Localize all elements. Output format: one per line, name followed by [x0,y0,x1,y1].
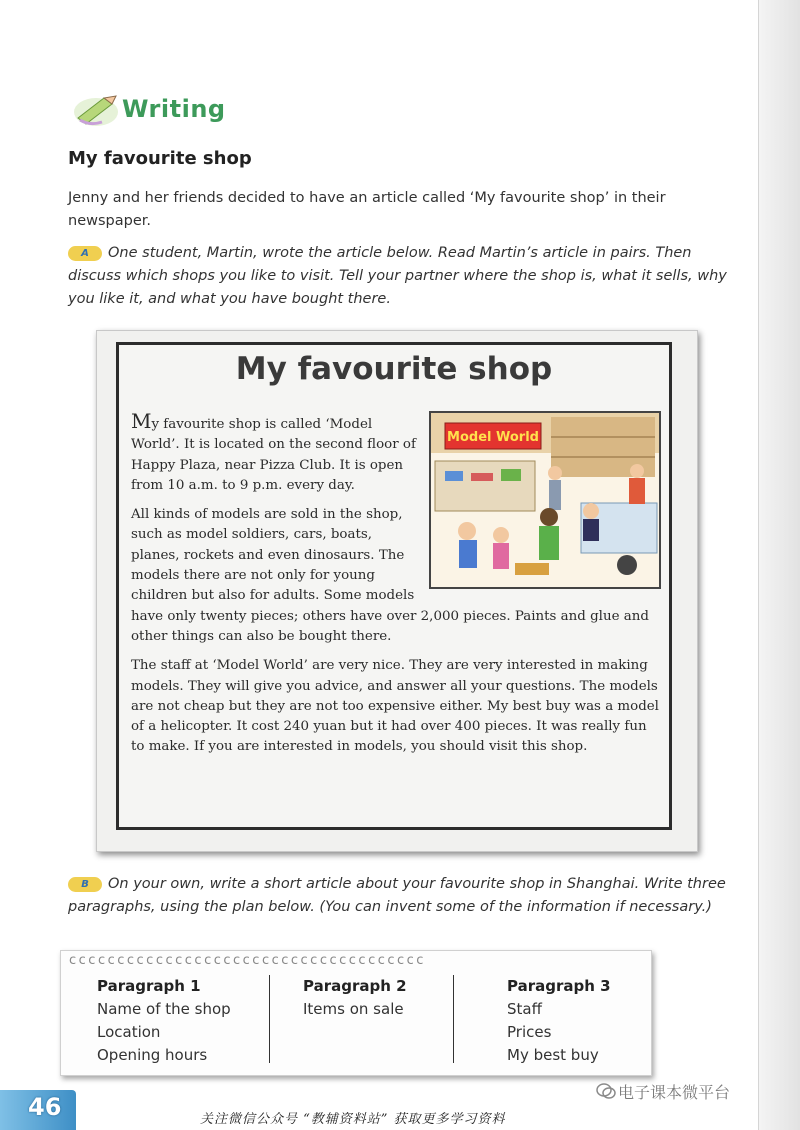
article-paragraph-2: All kinds of models are sold in the shop, such as model soldiers, cars, boats, planes, rockets and even dinosaurs. The models there are not only for young children but also for adults. Some models have only twenty pieces; others have over 2,000 pieces. Paints and glue and other things can also be bought there. [131,507,649,644]
task-a [68,242,728,311]
section-title: Writing [122,95,226,123]
plan-item: Items on sale [303,1000,404,1018]
plan-column-3 [507,975,611,1067]
plan-item: My best buy [507,1046,599,1064]
plan-heading: Paragraph 2 [303,977,407,995]
task-b [68,873,728,919]
plan-item: Prices [507,1023,552,1041]
task-a-text: One student, Martin, wrote the article below. Read Martin’s article in pairs. Then discuss which shops you like to visit. Tell your partner where the shop is, what it sells, why you like it, and what you have bought there. [68,245,727,307]
illustration-sign: Model World [447,430,539,445]
article-paragraph-1-text: y favourite shop is called ‘Model World’. It is located on the second floor of Happy Plaza, near Pizza Club. It is open from 10 a.m. to 9 p.m. every day. [131,417,416,493]
spiral-binding: ᴄᴄᴄᴄᴄᴄᴄᴄᴄᴄᴄᴄᴄᴄᴄᴄᴄᴄᴄᴄᴄᴄᴄᴄᴄᴄᴄᴄᴄᴄᴄᴄᴄᴄᴄᴄᴄ [69,953,426,968]
plan-column-1 [97,975,231,1067]
shop-illustration [429,411,661,589]
section-header [72,84,226,134]
page-number: 46 [28,1093,62,1121]
intro-text: Jenny and her friends decided to have an article called ‘My favourite shop’ in their newspaper. [68,190,666,229]
task-a-badge: A [68,246,102,261]
plan-heading: Paragraph 1 [97,977,201,995]
plan-item: Name of the shop [97,1000,231,1018]
wechat-icon [596,1082,616,1100]
task-b-badge: B [68,877,102,892]
paragraph-plan-notepad [60,950,652,1076]
plan-divider [269,975,270,1063]
article-box [116,342,672,830]
plan-item: Opening hours [97,1046,208,1064]
plan-heading: Paragraph 3 [507,977,611,995]
plan-item: Location [97,1023,161,1041]
page-gutter-shade [758,0,800,1130]
plan-item: Staff [507,1000,542,1018]
pencil-icon [72,88,122,130]
article-paragraph-3: The staff at ‘Model World’ are very nice. They are very interested in making models. They will give you advice, and answer all your questions. The models are not cheap but they are not too expensive either. My best buy was a model of a helicopter. It cost 240 yuan but it had over 400 pieces. It was really fun to make. If you are interested in models, you should visit this shop. [131,658,659,755]
plan-divider [453,975,454,1063]
article-body [131,411,661,767]
task-b-text: On your own, write a short article about your favourite shop in Shanghai. Write three paragraphs, using the plan below. (You can invent some of the information if necessary.) [68,876,726,915]
plan-column-2 [303,975,407,1021]
drop-cap: M [131,409,152,433]
footer-note: 关注微信公众号 “教辅资料站” 获取更多学习资料 [200,1112,506,1127]
watermark-text: 电子课本微平台 [618,1083,731,1102]
article-title: My favourite shop [235,351,553,387]
page-subheading: My favourite shop [68,148,252,169]
